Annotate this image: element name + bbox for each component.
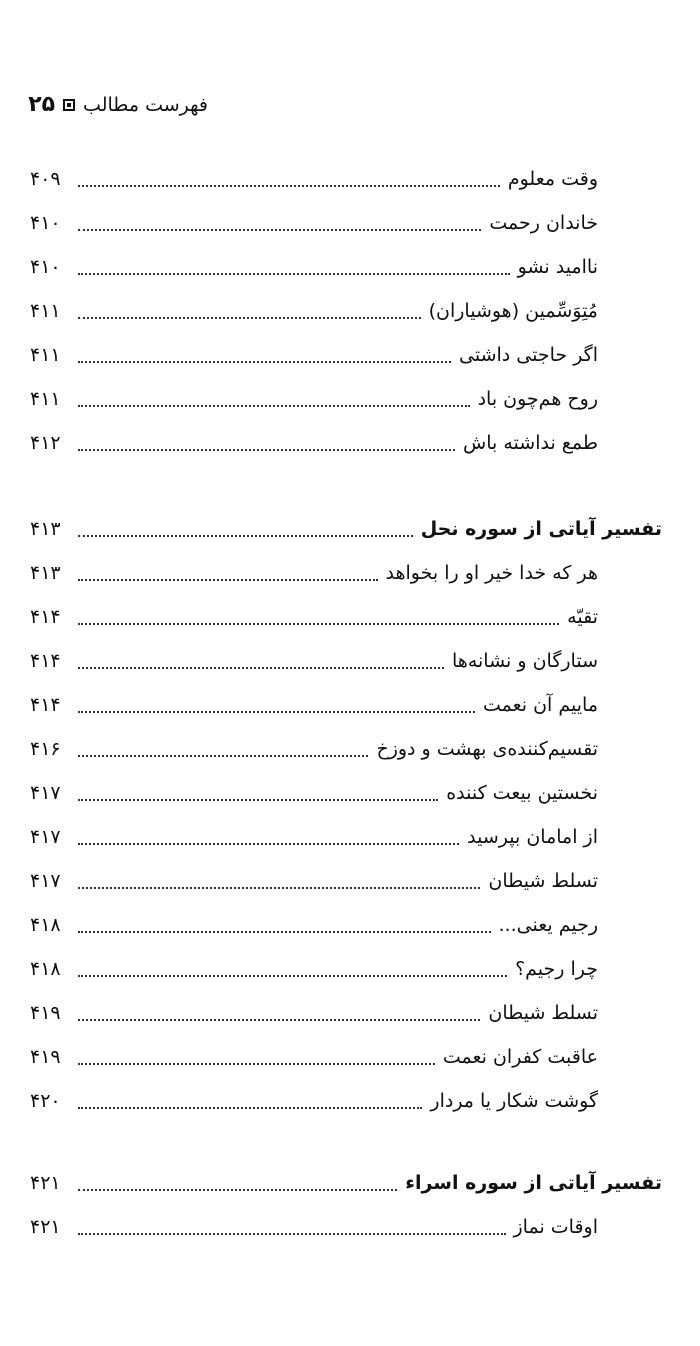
dot-leader: [78, 229, 481, 231]
entry-title: هر که خدا خیر او را بخواهد: [385, 562, 598, 584]
dot-leader: [78, 273, 510, 275]
entry-title: گوشت شکار یا مردار: [430, 1090, 598, 1112]
toc-entry: [30, 1203, 598, 1243]
entry-page-number: ۴۱۱: [30, 300, 61, 322]
entry-title: از امامان بپرسید: [467, 826, 598, 848]
entry-title: چرا رجیم؟: [515, 958, 598, 980]
entry-title: تسلط شیطان: [488, 870, 598, 892]
entry-page-number: ۴۱۶: [30, 738, 61, 760]
dot-leader: [78, 361, 451, 363]
entry-page-number: ۴۱۱: [30, 388, 61, 410]
dot-leader: [78, 667, 444, 669]
square-bullet-icon: [63, 99, 75, 111]
entry-title: مُتِوَسِّمین (هوشیاران): [428, 300, 598, 322]
toc-entry: [30, 813, 598, 853]
dot-leader: [78, 887, 480, 889]
dot-leader: [78, 405, 470, 407]
entry-page-number: ۴۲۱: [30, 1172, 61, 1194]
entry-page-number: ۴۱۱: [30, 344, 61, 366]
entry-title: ستارگان و نشانه‌ها: [452, 650, 598, 672]
entry-title: وقت معلوم: [507, 168, 598, 190]
entry-title: تقیّه: [567, 606, 598, 628]
entry-page-number: ۴۱۸: [30, 958, 61, 980]
dot-leader: [78, 931, 491, 933]
entry-page-number: ۴۲۰: [30, 1090, 61, 1112]
page-header: [28, 92, 208, 117]
header-title: فهرست مطالب: [83, 93, 208, 116]
dot-leader: [78, 579, 378, 581]
section-heading: [30, 505, 662, 545]
entry-title: تسلط شیطان: [488, 1002, 598, 1024]
dot-leader: [78, 449, 455, 451]
entry-title: اوقات نماز: [513, 1216, 598, 1238]
entry-title: روح هم‌چون باد: [477, 388, 598, 410]
entry-page-number: ۴۱۴: [30, 606, 61, 628]
toc-entry: [30, 243, 598, 283]
toc-entry: [30, 549, 598, 589]
toc-entry: [30, 419, 598, 459]
toc-entry: [30, 199, 598, 239]
dot-leader: [78, 535, 413, 537]
section-heading: [30, 1159, 662, 1199]
toc-entry: [30, 989, 598, 1029]
entry-page-number: ۴۱۷: [30, 870, 61, 892]
entry-page-number: ۴۱۹: [30, 1002, 61, 1024]
entry-page-number: ۴۱۷: [30, 826, 61, 848]
dot-leader: [78, 1233, 506, 1235]
toc-entry: [30, 593, 598, 633]
entry-page-number: ۴۱۸: [30, 914, 61, 936]
entry-page-number: ۴۰۹: [30, 168, 61, 190]
entry-title: عاقبت کفران نعمت: [442, 1046, 598, 1068]
entry-page-number: ۴۱۲: [30, 432, 61, 454]
toc-entry: [30, 901, 598, 941]
entry-page-number: ۴۱۳: [30, 518, 61, 540]
dot-leader: [78, 1019, 480, 1021]
dot-leader: [78, 975, 507, 977]
toc-entry: [30, 1033, 598, 1073]
dot-leader: [78, 799, 438, 801]
toc-entry: [30, 375, 598, 415]
dot-leader: [78, 1107, 422, 1109]
dot-leader: [78, 843, 459, 845]
toc-entry: [30, 1077, 598, 1117]
entry-title: ماییم آن نعمت: [482, 694, 598, 716]
entry-page-number: ۴۲۱: [30, 1216, 61, 1238]
entry-page-number: ۴۱۰: [30, 256, 61, 278]
toc-entry: [30, 287, 598, 327]
header-page-number: ۲۵: [28, 92, 56, 117]
entry-page-number: ۴۱۰: [30, 212, 61, 234]
toc-entry: [30, 857, 598, 897]
entry-title: طمع نداشته باش: [463, 432, 598, 454]
dot-leader: [78, 623, 559, 625]
toc-entry: [30, 945, 598, 985]
entry-page-number: ۴۱۹: [30, 1046, 61, 1068]
entry-title: اگر حاجتی داشتی: [459, 344, 598, 366]
dot-leader: [78, 711, 475, 713]
dot-leader: [78, 1189, 397, 1191]
entry-title: تفسیر آیاتی از سوره نحل: [420, 518, 662, 540]
entry-title: نخستین بیعت کننده: [446, 782, 598, 804]
entry-title: ناامید نشو: [517, 256, 598, 278]
entry-page-number: ۴۱۴: [30, 694, 61, 716]
entry-page-number: ۴۱۳: [30, 562, 61, 584]
toc-entry: [30, 769, 598, 809]
entry-page-number: ۴۱۷: [30, 782, 61, 804]
dot-leader: [78, 755, 368, 757]
entry-title: تفسیر آیاتی از سوره اسراء: [405, 1172, 662, 1194]
entry-title: رجیم یعنی...: [498, 914, 598, 936]
toc-entry: [30, 681, 598, 721]
entry-title: تقسیم‌کننده‌ی بهشت و دوزخ: [376, 738, 598, 760]
dot-leader: [78, 317, 421, 319]
toc-entry: [30, 155, 598, 195]
toc-entry: [30, 331, 598, 371]
dot-leader: [78, 185, 500, 187]
dot-leader: [78, 1063, 435, 1065]
toc-entry: [30, 725, 598, 765]
toc-entry: [30, 637, 598, 677]
entry-page-number: ۴۱۴: [30, 650, 61, 672]
entry-title: خاندان رحمت: [489, 212, 598, 234]
